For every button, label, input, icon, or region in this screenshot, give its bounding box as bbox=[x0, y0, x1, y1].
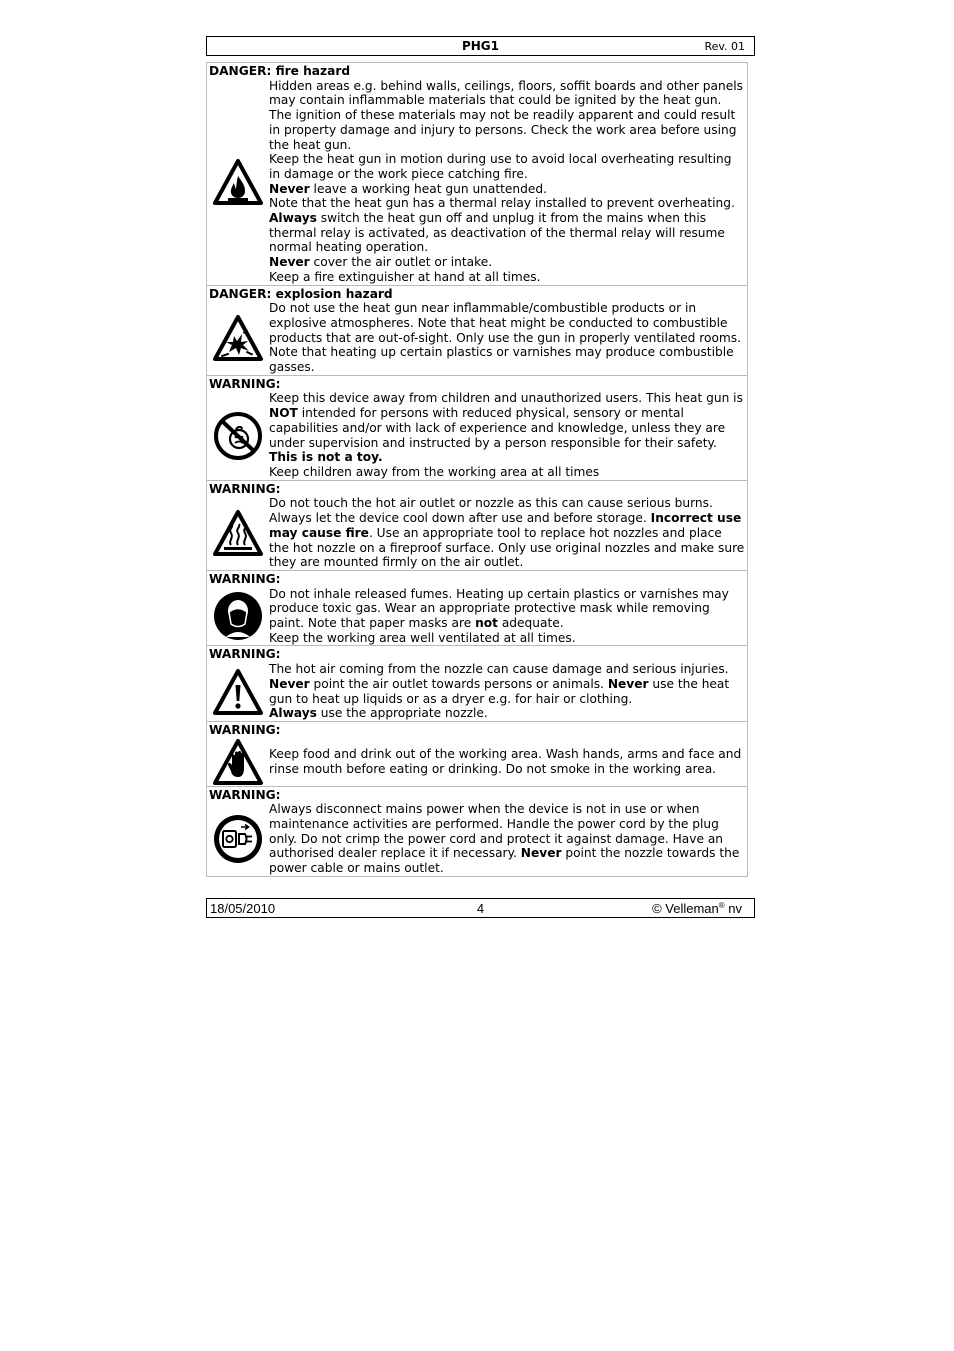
section-body bbox=[207, 738, 747, 786]
warning-section bbox=[207, 570, 747, 646]
section-text bbox=[269, 747, 747, 776]
body-text: Keep children away from the working area at all times bbox=[269, 464, 600, 479]
section-text bbox=[269, 496, 747, 570]
page-header bbox=[206, 36, 755, 56]
section-paragraph bbox=[269, 662, 745, 677]
section-paragraph bbox=[269, 301, 745, 375]
body-text: . Use an appropriate tool to replace hot nozzles and place the hot nozzle on a fireproof surface. Only use original nozzles and make sure they are mounted firmly on the air outlet. bbox=[269, 525, 745, 570]
section-body bbox=[207, 587, 747, 646]
warning-section bbox=[207, 285, 747, 375]
body-text: leave a working heat gun unattended. bbox=[309, 181, 547, 196]
emphasis-text: not bbox=[475, 616, 498, 631]
section-title: WARNING: bbox=[209, 376, 281, 391]
body-text: point the nozzle towards the power cable or mains outlet. bbox=[269, 846, 740, 876]
emphasis-text: Incorrect use may cause fire bbox=[269, 511, 742, 540]
body-text: cover the air outlet or intake. bbox=[309, 255, 493, 270]
section-paragraph bbox=[269, 211, 745, 255]
section-text bbox=[269, 301, 747, 375]
body-text: Always disconnect mains power when the device is not in use or when maintenance activities are performed. Handle the power cord by the plug only. Do not crimp the power cord and protect it against damage. Have an authorised dealer replace it if necessary. bbox=[269, 802, 724, 861]
body-text: use the heat gun to heat up liquids or as a dryer e.g. for hair or clothing. bbox=[269, 676, 730, 706]
section-title: WARNING: bbox=[209, 722, 281, 737]
section-paragraph bbox=[269, 182, 745, 197]
body-text: Hidden areas e.g. behind walls, ceilings, floors, soffit boards and other panels may contain inflammable materials that could be ignited by the heat gun. The ignition of these materials may not be readily apparent and could result in property damage and injury to persons. Check the work area before using the heat gun. bbox=[269, 78, 743, 152]
section-paragraph bbox=[269, 496, 745, 570]
section-title: DANGER: fire hazard bbox=[209, 64, 351, 78]
emphasis-text: Never bbox=[520, 846, 562, 861]
disconnect-mains-icon bbox=[207, 814, 269, 864]
section-title: WARNING: bbox=[209, 481, 281, 496]
hand-warning-icon bbox=[207, 738, 269, 786]
body-text: The hot air coming from the nozzle can cause damage and serious injuries. bbox=[269, 662, 729, 677]
section-paragraph bbox=[269, 631, 745, 646]
emphasis-text: This is not a toy. bbox=[269, 450, 383, 465]
warning-section bbox=[207, 480, 747, 570]
section-paragraph bbox=[269, 706, 745, 721]
body-text: intended for persons with reduced physical, sensory or mental capabilities and/or with lack of experience and knowledge, unless they are under supervision and instructed by a person responsible for their safety. bbox=[269, 406, 726, 450]
protective-mask-icon bbox=[207, 591, 269, 641]
body-text: Do not inhale released fumes. Heating up certain plastics or varnishes may produce toxic gas. Wear an appropriate protective mask while removing paint. Note that paper masks are bbox=[269, 586, 729, 631]
section-body bbox=[207, 802, 747, 876]
section-title: WARNING: bbox=[209, 647, 281, 662]
general-warning-icon bbox=[207, 668, 269, 716]
section-paragraph bbox=[269, 196, 745, 211]
copyright-suffix: nv bbox=[724, 901, 742, 916]
body-text: switch the heat gun off and unplug it from the mains when this thermal relay is activated, as deactivation of the thermal relay will resume normal heating operation. bbox=[269, 211, 725, 255]
warning-section bbox=[207, 721, 747, 786]
section-title: WARNING: bbox=[209, 787, 281, 802]
page-number: 4 bbox=[476, 901, 485, 916]
explosion-hazard-icon bbox=[207, 314, 269, 362]
section-body bbox=[207, 79, 747, 285]
section-paragraph bbox=[269, 465, 745, 480]
section-body bbox=[207, 301, 747, 375]
emphasis-text: Never bbox=[269, 181, 310, 196]
body-text: Note that the heat gun has a thermal relay installed to prevent overheating. bbox=[269, 196, 735, 211]
section-title: WARNING: bbox=[209, 571, 281, 586]
section-paragraph bbox=[269, 587, 745, 631]
section-body bbox=[207, 391, 747, 479]
section-paragraph bbox=[269, 747, 745, 776]
body-text: Do not touch the hot air outlet or nozzle as this can cause serious burns. Always let the device cool down after use and before storage. bbox=[269, 496, 713, 526]
hot-surface-icon bbox=[207, 509, 269, 557]
body-text: Keep this device away from children and unauthorized users. This heat gun is bbox=[269, 391, 743, 406]
emphasis-text: NOT bbox=[269, 406, 298, 421]
emphasis-text: Never bbox=[269, 255, 310, 270]
body-text: Keep the heat gun in motion during use to avoid local overheating resulting in damage or the work piece catching fire. bbox=[269, 152, 732, 181]
section-paragraph bbox=[269, 270, 745, 285]
warning-section bbox=[207, 786, 747, 876]
section-paragraph bbox=[269, 802, 745, 876]
warning-section bbox=[207, 64, 747, 285]
model-number: PHG1 bbox=[461, 39, 500, 53]
section-text bbox=[269, 587, 747, 646]
section-paragraph bbox=[269, 450, 745, 465]
emphasis-text: Never bbox=[607, 676, 649, 691]
section-paragraph bbox=[269, 255, 745, 270]
body-text: Keep the working area well ventilated at all times. bbox=[269, 630, 576, 645]
body-text: Keep a fire extinguisher at hand at all times. bbox=[269, 269, 541, 284]
section-body bbox=[207, 662, 747, 721]
copyright-text: © Velleman bbox=[652, 901, 719, 916]
body-text: adequate. bbox=[497, 616, 564, 631]
section-text bbox=[269, 802, 747, 876]
fire-hazard-icon bbox=[207, 158, 269, 206]
section-text bbox=[269, 391, 747, 479]
safety-table bbox=[206, 62, 748, 877]
registered-mark: ® bbox=[718, 901, 725, 910]
body-text: Keep food and drink out of the working area. Wash hands, arms and face and rinse mouth before eating or drinking. Do not smoke in the working area. bbox=[269, 746, 742, 776]
section-paragraph bbox=[269, 152, 745, 181]
body-text: point the air outlet towards persons or animals. bbox=[309, 676, 608, 691]
section-text bbox=[269, 662, 747, 721]
page-footer bbox=[206, 898, 755, 918]
section-paragraph bbox=[269, 677, 745, 706]
footer-date: 18/05/2010 bbox=[210, 901, 276, 916]
body-text: Do not use the heat gun near inflammable/combustible products or in explosive atmospheres. Note that heat might be conducted to combustible products that are out-of-sight. Only use the gun in properly ventilated rooms. Note that heating up certain plastics or varnishes may produce combustible gasses. bbox=[269, 301, 741, 375]
section-text bbox=[269, 79, 747, 285]
keep-away-from-children-icon bbox=[207, 411, 269, 461]
section-paragraph bbox=[269, 391, 745, 450]
emphasis-text: Never bbox=[269, 676, 310, 691]
emphasis-text: Always bbox=[269, 706, 317, 721]
body-text: use the appropriate nozzle. bbox=[316, 706, 488, 721]
warning-section bbox=[207, 375, 747, 480]
section-paragraph bbox=[269, 79, 745, 153]
warning-section bbox=[207, 645, 747, 721]
revision-label: Rev. 01 bbox=[704, 40, 745, 53]
section-body bbox=[207, 496, 747, 570]
section-title: DANGER: explosion hazard bbox=[209, 286, 393, 301]
copyright bbox=[652, 901, 742, 916]
emphasis-text: Always bbox=[269, 211, 317, 226]
